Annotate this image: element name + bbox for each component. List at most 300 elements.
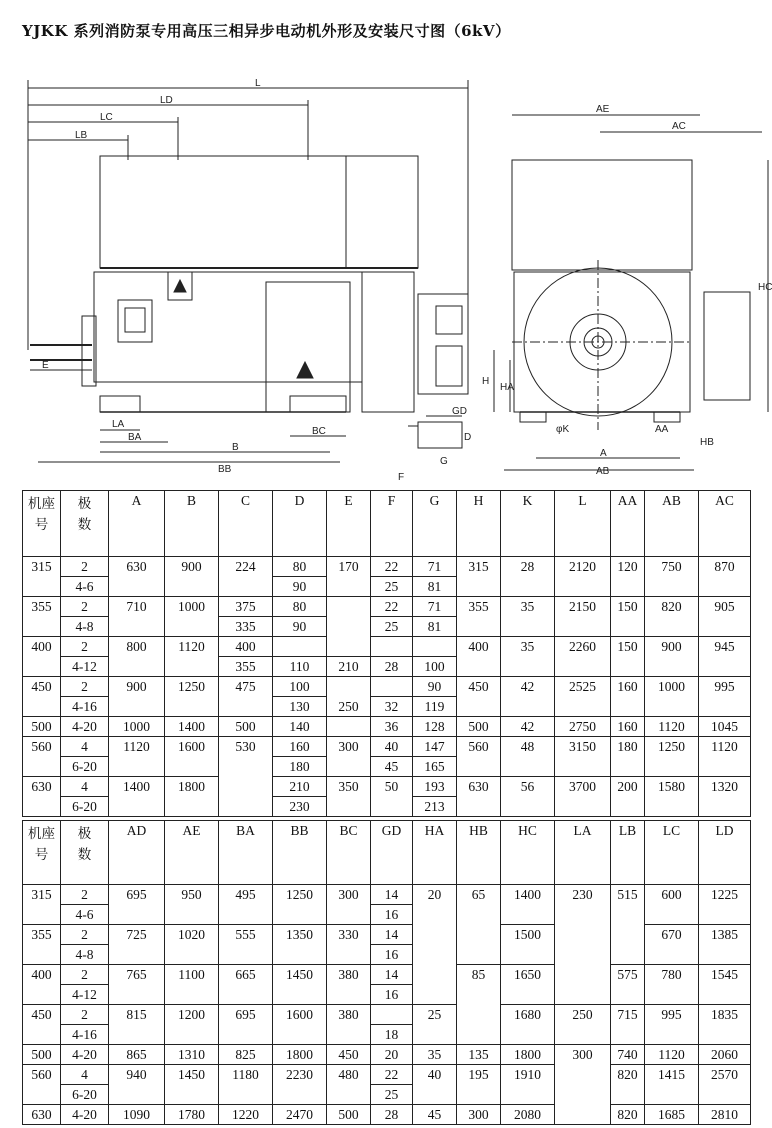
cell: 81 [413, 577, 457, 597]
cell: 725 [109, 925, 165, 965]
table-header-row [23, 491, 751, 557]
cell: 16 [371, 905, 413, 925]
cell: 4-6 [61, 905, 109, 925]
header-cell: GD [371, 821, 413, 885]
cell: 25 [371, 1085, 413, 1105]
cell: 670 [645, 925, 699, 965]
cell: 100 [273, 677, 327, 697]
end-cooler-box [512, 160, 692, 270]
drawing-svg [0, 60, 772, 490]
cell: 560 [457, 737, 501, 777]
header-cell: LB [611, 821, 645, 885]
stator-frame [94, 272, 362, 382]
main-terminal-box [266, 282, 350, 412]
cell: 16 [371, 985, 413, 1005]
cell: 210 [327, 657, 371, 677]
cell: 530 [219, 737, 273, 817]
cell: 160 [611, 677, 645, 717]
cell: 900 [645, 637, 699, 677]
cell: 1910 [501, 1065, 555, 1105]
header-cell: L [555, 491, 611, 557]
cell: 330 [327, 925, 371, 965]
cell: 1800 [501, 1045, 555, 1065]
terminal-box [362, 272, 414, 412]
cell: 315 [457, 557, 501, 597]
drawing-label-G: G [440, 456, 448, 467]
cell: 71 [413, 557, 457, 577]
cell: 1600 [165, 737, 219, 777]
cell: 800 [109, 637, 165, 677]
table-row [23, 1045, 751, 1065]
cell: 2120 [555, 557, 611, 597]
cell: 1450 [165, 1065, 219, 1105]
cell: 3150 [555, 737, 611, 777]
cell: 740 [611, 1045, 645, 1065]
table-row [23, 1065, 751, 1085]
header-cell: 极数 [61, 491, 109, 557]
cell: 600 [645, 885, 699, 925]
cell: 665 [219, 965, 273, 1005]
cell: 865 [109, 1045, 165, 1065]
cell [327, 717, 371, 737]
cell: 1120 [645, 717, 699, 737]
spec-table-2 [22, 820, 751, 1125]
cell: 28 [501, 557, 555, 597]
drawing-label-HB: HB [700, 437, 714, 448]
table-row [23, 597, 751, 617]
header-cell: AB [645, 491, 699, 557]
cell: 28 [371, 1105, 413, 1125]
cell: 45 [413, 1105, 457, 1125]
cell: 2 [61, 1005, 109, 1025]
cell: 150 [611, 637, 645, 677]
cell: 35 [501, 637, 555, 677]
header-cell: G [413, 491, 457, 557]
cell: 35 [501, 597, 555, 637]
cell: 80 [273, 557, 327, 577]
cell: 1100 [165, 965, 219, 1005]
cell: 71 [413, 597, 457, 617]
header-cell: 极数 [61, 821, 109, 885]
cell: 820 [611, 1065, 645, 1105]
drawing-label-BB: BB [218, 464, 232, 475]
drawing-label-HA: HA [500, 382, 514, 393]
header-cell: D [273, 491, 327, 557]
cell: 4-16 [61, 697, 109, 717]
drawing-label-BC: BC [312, 426, 326, 437]
cell [413, 637, 457, 657]
cell: 1120 [165, 637, 219, 677]
cell: 160 [611, 717, 645, 737]
cell: 820 [645, 597, 699, 637]
cell: 22 [371, 1065, 413, 1085]
table-row [23, 1105, 751, 1125]
cell: 900 [165, 557, 219, 597]
header-cell: F [371, 491, 413, 557]
table-row [23, 637, 751, 657]
cell: 2 [61, 885, 109, 905]
cell: 140 [273, 717, 327, 737]
cell: 450 [457, 677, 501, 717]
cell: 1120 [699, 737, 751, 777]
cell: 2260 [555, 637, 611, 677]
cell: 4 [61, 737, 109, 757]
cell: 16 [371, 945, 413, 965]
table-row [23, 677, 751, 697]
table-row [23, 777, 751, 797]
cell: 2230 [273, 1065, 327, 1105]
cell: 250 [327, 677, 371, 717]
cell: 1685 [645, 1105, 699, 1125]
cell: 165 [413, 757, 457, 777]
cell: 110 [273, 657, 327, 677]
cell: 1250 [273, 885, 327, 925]
cell: 1835 [699, 1005, 751, 1045]
cell: 575 [611, 965, 645, 1005]
header-cell: E [327, 491, 371, 557]
cell: 1000 [165, 597, 219, 637]
cell: 900 [109, 677, 165, 717]
cell: 495 [219, 885, 273, 925]
cell: 2150 [555, 597, 611, 637]
cell: 560 [23, 737, 61, 777]
cell: 90 [273, 577, 327, 597]
cell: 500 [23, 717, 61, 737]
cell: 135 [457, 1045, 501, 1065]
cell: 25 [413, 1005, 457, 1045]
cell: 4-12 [61, 985, 109, 1005]
cell: 380 [327, 1005, 371, 1045]
cell: 710 [109, 597, 165, 637]
header-cell: K [501, 491, 555, 557]
drawing-label-AE: AE [596, 104, 610, 115]
cell: 1400 [501, 885, 555, 925]
header-cell: 机座号 [23, 821, 61, 885]
cell: 2750 [555, 717, 611, 737]
cell: 780 [645, 965, 699, 1005]
table-row [23, 1005, 751, 1025]
table-row [23, 737, 751, 757]
cell: 400 [457, 637, 501, 677]
cell: 300 [327, 885, 371, 925]
cell: 40 [413, 1065, 457, 1105]
cell: 355 [219, 657, 273, 677]
drawing-label-D: D [464, 432, 472, 443]
cell [371, 1005, 413, 1025]
cell: 500 [219, 717, 273, 737]
cell: 25 [371, 617, 413, 637]
cell: 450 [327, 1045, 371, 1065]
cell: 560 [23, 1065, 61, 1105]
cell: 4-16 [61, 1025, 109, 1045]
table-row [23, 885, 751, 905]
cell: 4-20 [61, 1105, 109, 1125]
cell: 1180 [219, 1065, 273, 1105]
cell: 56 [501, 777, 555, 817]
cell: 695 [219, 1005, 273, 1045]
cell: 355 [23, 597, 61, 637]
drawing-label-LA: LA [112, 419, 125, 430]
spec-table-1 [22, 490, 751, 817]
cell: 210 [273, 777, 327, 797]
cell: 81 [413, 617, 457, 637]
cell: 3700 [555, 777, 611, 817]
cell: 195 [457, 1065, 501, 1105]
cell: 300 [555, 1045, 611, 1125]
cell: 1200 [165, 1005, 219, 1045]
cell: 6-20 [61, 797, 109, 817]
cell: 450 [23, 677, 61, 717]
table-row [23, 717, 751, 737]
cell: 1220 [219, 1105, 273, 1125]
drawing-label-B: B [232, 442, 239, 453]
cell: 2 [61, 597, 109, 617]
cell: 200 [611, 777, 645, 817]
cell: 950 [165, 885, 219, 925]
cell: 150 [611, 597, 645, 637]
cell: 315 [23, 885, 61, 925]
cell: 48 [501, 737, 555, 777]
cell: 1600 [273, 1005, 327, 1045]
cell: 4-20 [61, 1045, 109, 1065]
cell: 18 [371, 1025, 413, 1045]
cell: 2470 [273, 1105, 327, 1125]
cell: 2080 [501, 1105, 555, 1125]
cell: 500 [23, 1045, 61, 1065]
cell: 825 [219, 1045, 273, 1065]
drawing-label-K: φK [556, 424, 570, 435]
header-cell: BC [327, 821, 371, 885]
cell: 42 [501, 677, 555, 717]
cell: 90 [413, 677, 457, 697]
cell: 224 [219, 557, 273, 597]
cell: 1350 [273, 925, 327, 965]
cell: 1500 [501, 925, 555, 965]
cell: 36 [371, 717, 413, 737]
cell: 2810 [699, 1105, 751, 1125]
cell: 995 [645, 1005, 699, 1045]
cell: 380 [327, 965, 371, 1005]
header-cell: H [457, 491, 501, 557]
cell [371, 637, 413, 657]
table-header-row [23, 821, 751, 885]
cell: 2 [61, 557, 109, 577]
cell: 147 [413, 737, 457, 757]
cell: 400 [23, 637, 61, 677]
cell: 630 [23, 777, 61, 817]
drawing-label-L: L [255, 78, 261, 89]
header-cell: HC [501, 821, 555, 885]
header-cell: BB [273, 821, 327, 885]
cell: 995 [699, 677, 751, 717]
cell: 1045 [699, 717, 751, 737]
drawing-label-LD: LD [160, 95, 173, 106]
cell: 905 [699, 597, 751, 637]
cell: 45 [371, 757, 413, 777]
cell: 130 [273, 697, 327, 717]
cell: 630 [457, 777, 501, 817]
cell: 22 [371, 557, 413, 577]
cell: 22 [371, 597, 413, 617]
cell: 300 [327, 737, 371, 777]
cell: 870 [699, 557, 751, 597]
cell: 6-20 [61, 1085, 109, 1105]
cell: 355 [23, 925, 61, 965]
drawing-label-AC: AC [672, 121, 686, 132]
cell: 1680 [501, 1005, 555, 1045]
cell: 1780 [165, 1105, 219, 1125]
cell: 230 [555, 885, 611, 1005]
ventilation-panel [418, 294, 468, 394]
cell: 40 [371, 737, 413, 757]
cell: 1120 [109, 737, 165, 777]
cell: 1000 [645, 677, 699, 717]
cell: 1250 [165, 677, 219, 717]
header-cell: HA [413, 821, 457, 885]
cell: 1250 [645, 737, 699, 777]
cell: 213 [413, 797, 457, 817]
cell [273, 637, 327, 657]
cell: 695 [109, 885, 165, 925]
cell: 1800 [165, 777, 219, 817]
cell: 450 [23, 1005, 61, 1045]
drawing-label-LC: LC [100, 112, 113, 123]
cell: 119 [413, 697, 457, 717]
page-title: YJKK 系列消防泵专用高压三相异步电动机外形及安装尺寸图（6kV） [22, 22, 511, 40]
table-row [23, 965, 751, 985]
cell: 475 [219, 677, 273, 717]
cell: 1090 [109, 1105, 165, 1125]
cell: 20 [371, 1045, 413, 1065]
cell: 815 [109, 1005, 165, 1045]
cell: 2570 [699, 1065, 751, 1105]
cell: 480 [327, 1065, 371, 1105]
motor-outline-drawing [0, 60, 772, 490]
cell: 2 [61, 925, 109, 945]
cell: 85 [457, 965, 501, 1045]
drawing-label-E: E [42, 360, 49, 371]
header-cell: AA [611, 491, 645, 557]
cell: 1000 [109, 717, 165, 737]
end-terminal-box [704, 292, 750, 400]
header-cell: LC [645, 821, 699, 885]
cell: 1020 [165, 925, 219, 965]
cell: 50 [371, 777, 413, 817]
cell: 1320 [699, 777, 751, 817]
cell: 28 [371, 657, 413, 677]
cell: 765 [109, 965, 165, 1005]
header-cell: 机座号 [23, 491, 61, 557]
cell: 715 [611, 1005, 645, 1045]
header-cell: A [109, 491, 165, 557]
cell: 4-12 [61, 657, 109, 677]
table-row [23, 557, 751, 577]
cell: 1310 [165, 1045, 219, 1065]
header-cell: BA [219, 821, 273, 885]
header-cell: C [219, 491, 273, 557]
cell: 1400 [165, 717, 219, 737]
header-cell: AE [165, 821, 219, 885]
cell: 1650 [501, 965, 555, 1005]
cell: 170 [327, 557, 371, 597]
drawing-label-HC: HC [758, 282, 772, 293]
cell: 300 [457, 1105, 501, 1125]
cell: 4-8 [61, 617, 109, 637]
cell: 4-6 [61, 577, 109, 597]
cell: 1225 [699, 885, 751, 925]
cell: 1580 [645, 777, 699, 817]
cell: 14 [371, 925, 413, 945]
cell: 820 [611, 1105, 645, 1125]
cell: 2 [61, 637, 109, 657]
header-cell: AC [699, 491, 751, 557]
cell: 250 [555, 1005, 611, 1045]
cooler-box-left [100, 156, 346, 268]
cell: 1415 [645, 1065, 699, 1105]
cell: 2 [61, 965, 109, 985]
header-cell: LD [699, 821, 751, 885]
drawing-label-H: H [482, 376, 490, 387]
cell: 500 [457, 717, 501, 737]
header-cell: LA [555, 821, 611, 885]
drawing-label-LB: LB [75, 130, 88, 141]
cell: 1385 [699, 925, 751, 965]
cell: 630 [23, 1105, 61, 1125]
cell: 1800 [273, 1045, 327, 1065]
drawing-label-AA: AA [655, 424, 669, 435]
cell: 193 [413, 777, 457, 797]
cell: 350 [327, 777, 371, 817]
cell: 35 [413, 1045, 457, 1065]
cell: 100 [413, 657, 457, 677]
cell: 25 [371, 577, 413, 597]
cell: 630 [109, 557, 165, 597]
cell: 355 [457, 597, 501, 637]
cell: 555 [219, 925, 273, 965]
cell: 80 [273, 597, 327, 617]
header-cell: AD [109, 821, 165, 885]
cell: 42 [501, 717, 555, 737]
header-cell: HB [457, 821, 501, 885]
cell: 14 [371, 965, 413, 985]
cell: 335 [219, 617, 273, 637]
cell: 180 [273, 757, 327, 777]
drawing-label-A: A [600, 448, 607, 459]
cell: 6-20 [61, 757, 109, 777]
cell: 1545 [699, 965, 751, 1005]
cell: 500 [327, 1105, 371, 1125]
nameplate [118, 300, 152, 342]
cell: 375 [219, 597, 273, 617]
cell: 940 [109, 1065, 165, 1105]
cell: 20 [413, 885, 457, 1005]
cooler-box-right [346, 156, 418, 268]
cell: 14 [371, 885, 413, 905]
drawing-label-F: F [398, 472, 405, 483]
cell: 230 [273, 797, 327, 817]
cell: 65 [457, 885, 501, 965]
drawing-label-AB: AB [596, 466, 610, 477]
cell: 4-8 [61, 945, 109, 965]
header-cell: B [165, 491, 219, 557]
cell: 515 [611, 885, 645, 965]
cell: 750 [645, 557, 699, 597]
cell: 1400 [109, 777, 165, 817]
drawing-label-BA: BA [128, 432, 142, 443]
cell: 4-20 [61, 717, 109, 737]
cell: 4 [61, 1065, 109, 1085]
cell: 160 [273, 737, 327, 757]
